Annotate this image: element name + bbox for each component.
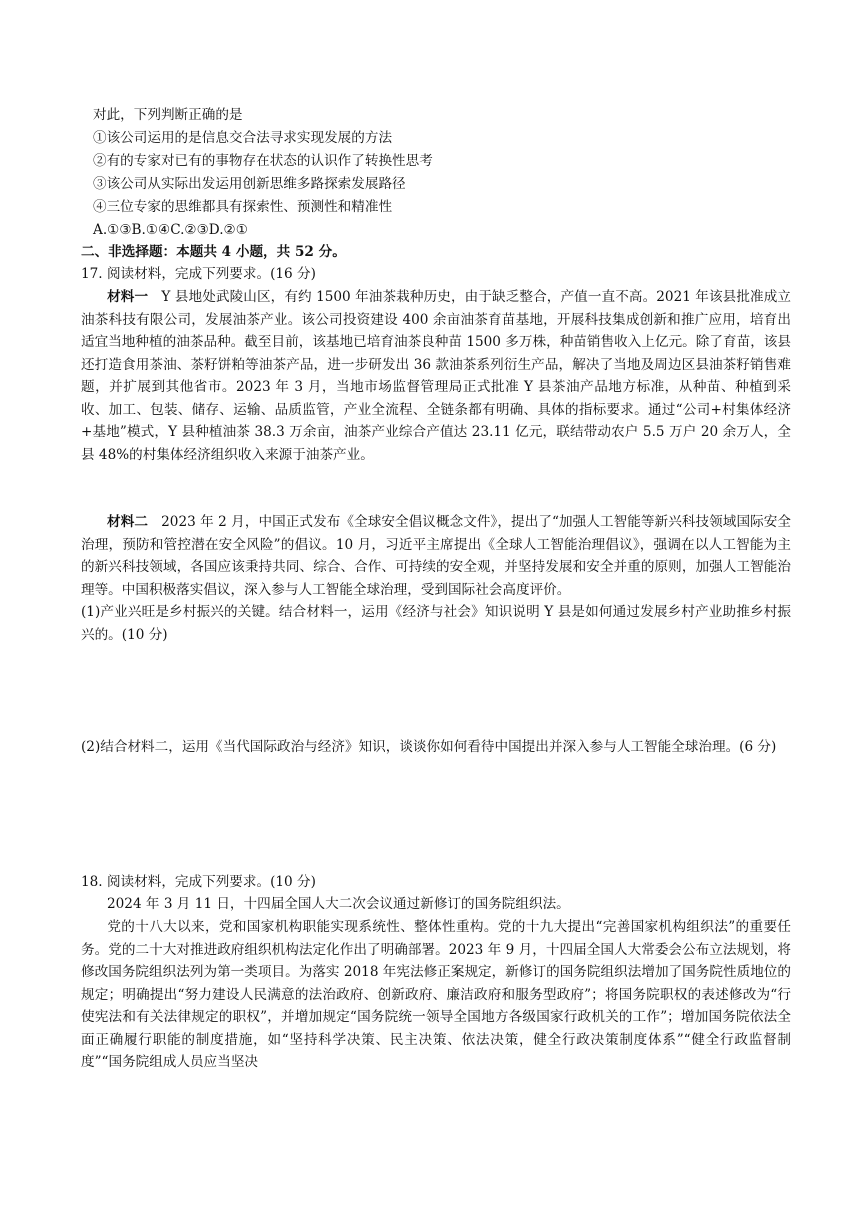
q18-title: 18. 阅读材料，完成下列要求。(10 分) (81, 874, 316, 890)
option-3: ③该公司从实际出发运用创新思维多路探索发展路径 (93, 176, 406, 192)
answer-choices: A.①③B.①④C.②③D.②① (93, 222, 248, 238)
q17-sub-question-2: (2)结合材料二，运用《当代国际政治与经济》知识，谈谈你如何看待中国提出并深入参与人工智能全球治理。(6 分) (81, 739, 777, 755)
material-1-label: 材料一 (107, 289, 149, 305)
question-stem: 对此，下列判断正确的是 (93, 107, 243, 123)
section-title: 二、非选择题：本题共 4 小题，共 52 分。 (81, 244, 346, 260)
material-2-text: 2023 年 2 月，中国正式发布《全球安全倡议概念文件》，提出了“加强人工智能等新兴科技领域国际安全治理，预防和管控潜在安全风险”的倡议。10 月，习近平主席提出《全球人工智能治理倡议》，强调在以人工智能为主的新兴科技领域，各国应该秉持共同、综合、合作、可持续的安全观，并坚持发展和安全并重的原则，加强人工智能治理等。中国积极落实倡议，深入参与人工智能全球治理，受到国际社会高度评价。 (81, 514, 792, 598)
q17-material-2 (81, 511, 791, 601)
q17-title: 17. 阅读材料，完成下列要求。(16 分) (81, 266, 316, 282)
material-1-text: Y 县地处武陵山区，有约 1500 年油茶栽种历史，由于缺乏整合，产值一直不高。2021 年该县批准成立油茶科技有限公司，发展油茶产业。该公司投资建设 400 余亩油茶育苗基地，开展科技集成创新和推广应用，培育出适宜当地种植的油茶品种。截至目前，该基地已培育油茶良种苗 1500 多万株，种苗销售收入上亿元。除了育苗，该县还打造食用茶油、茶籽饼粕等油茶产品，进一步研发出 36 款油茶系列衍生产品，解决了当地及周边区县油茶籽销售难题，并扩展到其他省市。2023 年 3 月，当地市场监督管理局正式批准 Y 县茶油产品地方标准，从种苗、种植到采收、加工、包装、储存、运输、品质监管，产业全流程、全链条都有明确、具体的指标要求。通过“公司+村集体经济+基地”模式，Y 县种植油茶 38.3 万余亩，油茶产业综合产值达 23.11 亿元，联结带动农户 5.5 万户 20 余万人，全县 48%的村集体经济组织收入来源于油茶产业。 (81, 289, 792, 463)
q17-sub-question-1: (1)产业兴旺是乡村振兴的关键。结合材料一，运用《经济与社会》知识说明 Y 县是如何通过发展乡村产业助推乡村振兴的。(10 分) (81, 604, 791, 643)
q17-material-1 (81, 286, 791, 466)
q18-paragraph-1: 2024 年 3 月 11 日，十四届全国人大二次会议通过新修订的国务院组织法。 (107, 896, 570, 912)
q18-paragraph-2: 党的十八大以来，党和国家机构职能实现系统性、整体性重构。党的十九大提出“完善国家机构组织法”的重要任务。党的二十大对推进政府组织机构法定化作出了明确部署。2023 年 9 月，十四届全国人大常委会公布立法规划，将修改国务院组织法列为第一类项目。为落实 2018 年宪法修正案规定，新修订的国务院组织法增加了国务院性质地位的规定；明确提出“努力建设人民满意的法治政府、创新政府、廉洁政府和服务型政府”；将国务院职权的表述修改为“行使宪法和有关法律规定的职权”，并增加规定“国务院统一领导全国地方各级国家行政机关的工作”；增加国务院依法全面正确履行职能的制度措施，如“坚持科学决策、民主决策、依法决策，健全行政决策制度体系”“健全行政监督制度”“国务院组成人员应当坚决 (81, 919, 791, 1070)
option-1: ①该公司运用的是信息交合法寻求实现发展的方法 (93, 130, 393, 146)
option-2: ②有的专家对已有的事物存在状态的认识作了转换性思考 (93, 153, 433, 169)
material-2-label: 材料二 (107, 514, 149, 530)
option-4: ④三位专家的思维都具有探索性、预测性和精准性 (93, 199, 393, 215)
